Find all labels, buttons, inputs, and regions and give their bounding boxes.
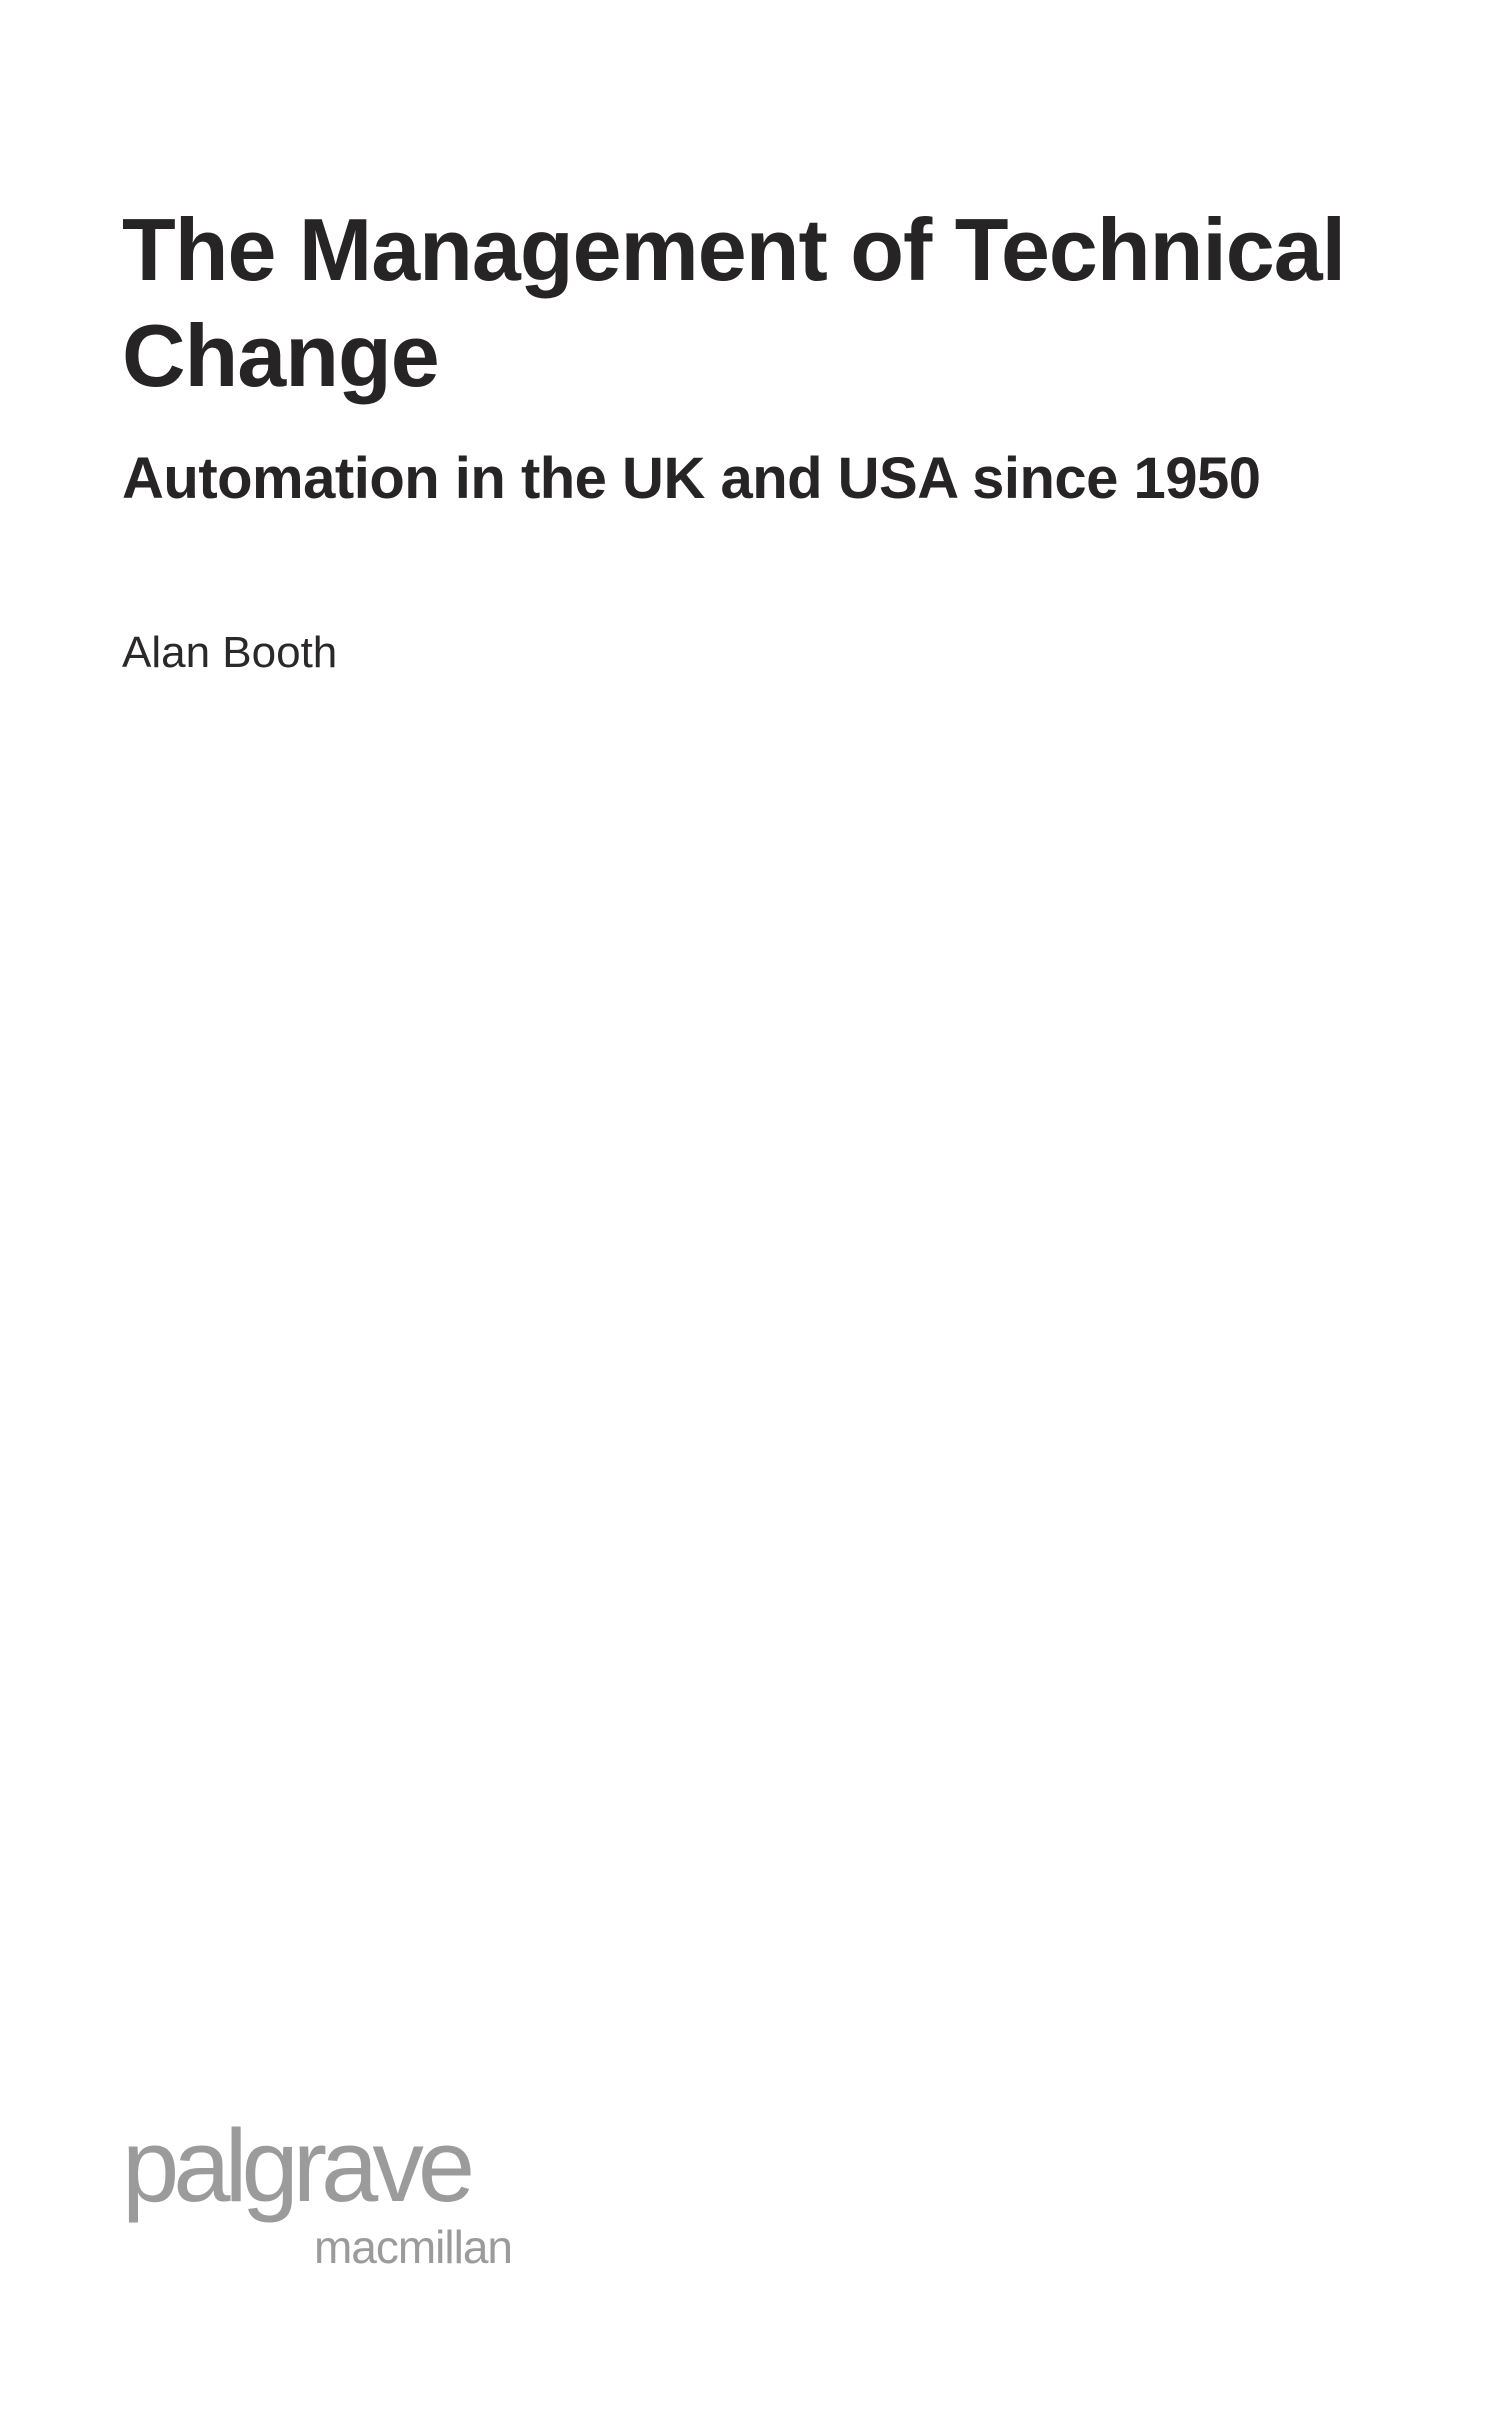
palgrave-wordmark: palgrave <box>122 2108 470 2223</box>
book-title-line-2: Change <box>122 306 439 405</box>
macmillan-wordmark: macmillan <box>313 2221 512 2273</box>
book-subtitle: Automation in the UK and USA since 1950 <box>122 446 1261 511</box>
book-title-line-1: The Management of Technical <box>122 200 1346 299</box>
book-title <box>122 197 1345 409</box>
publisher-logo <box>122 2108 512 2273</box>
book-author: Alan Booth <box>122 628 338 677</box>
